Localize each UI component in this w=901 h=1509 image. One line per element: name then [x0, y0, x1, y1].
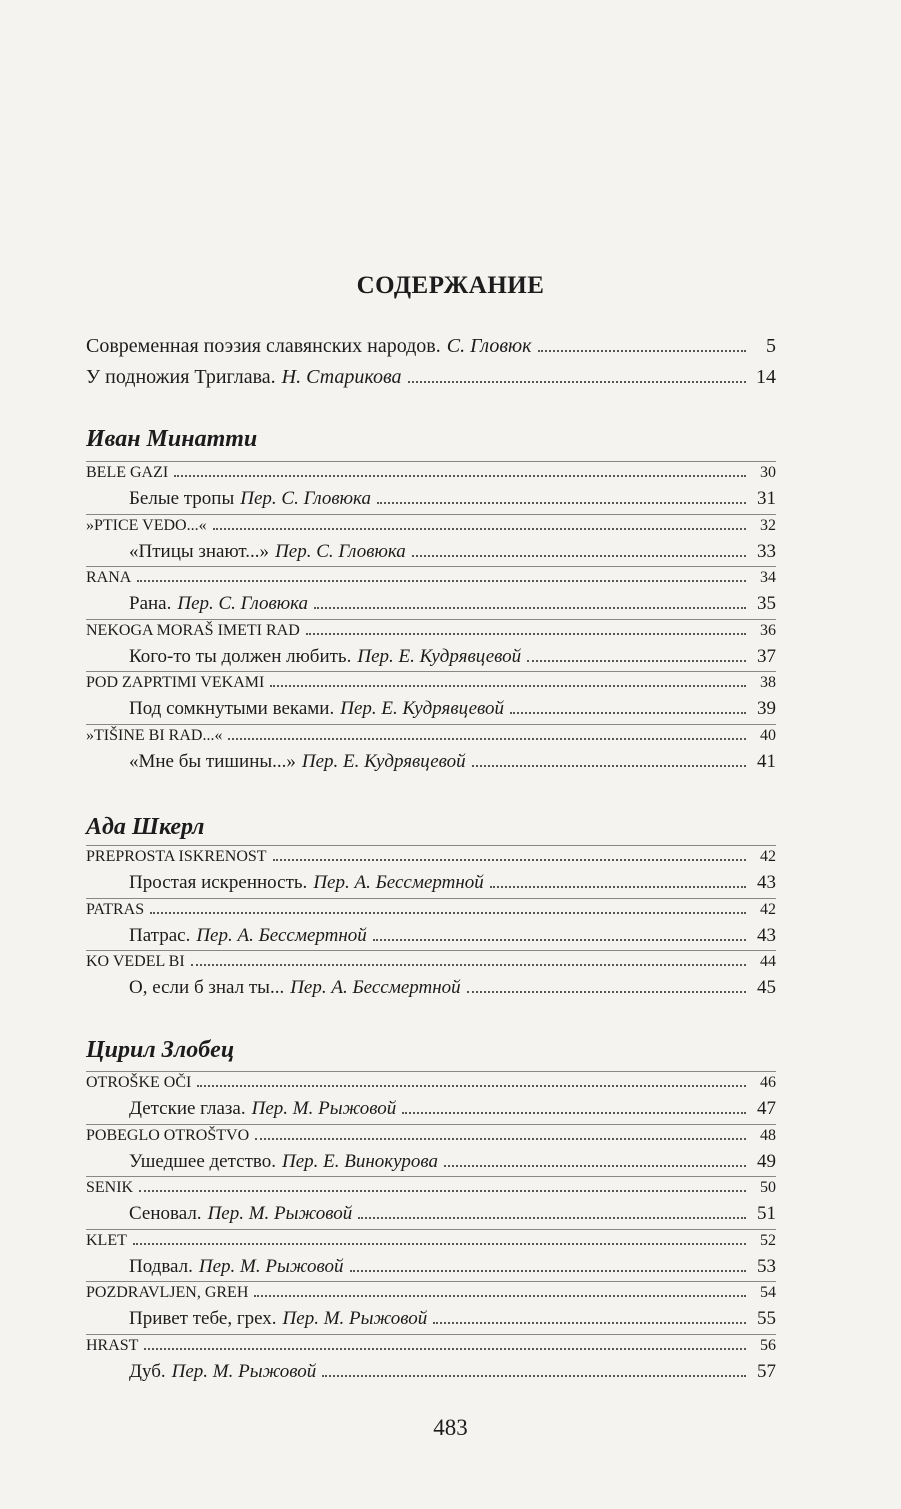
dot-leader [358, 1217, 746, 1219]
entry-title: У подножия Триглава. [86, 366, 276, 388]
translator: Пер. М. Рыжовой [282, 1308, 428, 1329]
translation-title: Подвал. [129, 1255, 193, 1277]
page-ref: 36 [760, 621, 776, 639]
page-ref: 33 [757, 540, 776, 562]
original-title: KO VEDEL BI [86, 953, 185, 970]
translation-title: Ушедшее детство. [129, 1150, 276, 1172]
translation-title: Патрас. [129, 924, 191, 946]
entry-author: Н. Старикова [281, 366, 402, 388]
page-ref: 44 [760, 953, 776, 970]
entry-divider [86, 461, 776, 462]
translation-title: Рана. [129, 593, 172, 614]
page-ref: 32 [760, 516, 776, 534]
page-ref: 38 [760, 674, 776, 691]
dot-leader [270, 685, 746, 687]
entry-divider [86, 845, 776, 846]
toc-original-entry[interactable] [86, 1074, 776, 1096]
entry-title: Современная поэзия славянских народов. [86, 335, 441, 357]
entry-divider [86, 514, 776, 515]
toc-intro-entry[interactable] [86, 366, 776, 392]
original-title: POBEGLO OTROŠTVO [86, 1126, 250, 1144]
entry-divider [86, 671, 776, 672]
translation-title: Под сомкнутыми веками. [129, 698, 335, 719]
page-title: СОДЕРЖАНИЕ [356, 272, 545, 299]
translation-title: Привет тебе, грех. [129, 1308, 277, 1329]
page-ref: 5 [766, 335, 776, 357]
toc-original-entry[interactable] [86, 1179, 776, 1201]
toc-translation-entry[interactable] [86, 872, 776, 896]
toc-translation-entry[interactable] [86, 1361, 776, 1385]
toc-original-entry[interactable] [86, 622, 776, 644]
original-title: »TIŠINE BI RAD...« [86, 726, 223, 744]
entry-divider [86, 619, 776, 620]
translator: Пер. М. Рыжовой [198, 1255, 344, 1277]
toc-original-entry[interactable] [86, 517, 776, 539]
original-title: »PTICE VEDO...« [86, 516, 207, 534]
translation-title: Кого-то ты должен любить. [129, 645, 352, 667]
entry-divider [86, 898, 776, 899]
page-ref: 31 [757, 488, 776, 509]
toc-translation-entry[interactable] [86, 488, 776, 512]
dot-leader [197, 1085, 746, 1087]
entry-divider [86, 1176, 776, 1177]
page-ref: 54 [760, 1284, 776, 1301]
entry-divider [86, 566, 776, 567]
page-ref: 34 [760, 569, 776, 586]
dot-leader [273, 859, 746, 861]
translator: Пер. А. Бессмертной [196, 924, 367, 946]
page-ref: 47 [757, 1098, 776, 1119]
page-ref: 41 [757, 750, 776, 772]
original-title: BELE GAZI [86, 464, 169, 481]
dot-leader [306, 633, 746, 635]
page-ref: 37 [757, 645, 776, 667]
translation-title: «Мне бы тишины...» [129, 750, 296, 772]
dot-leader [373, 939, 746, 941]
dot-leader [133, 1243, 746, 1245]
dot-leader [139, 1190, 746, 1192]
page-ref: 57 [757, 1360, 776, 1382]
page-ref: 50 [760, 1179, 776, 1196]
dot-leader [510, 712, 746, 714]
page-ref: 49 [757, 1150, 776, 1172]
page-ref: 45 [757, 977, 776, 998]
dot-leader [314, 607, 746, 609]
dot-leader [174, 475, 746, 477]
translator: Пер. Е. Кудрявцевой [340, 698, 505, 719]
dot-leader [444, 1165, 746, 1167]
dot-leader [408, 381, 746, 383]
toc-original-entry[interactable] [86, 953, 776, 975]
page-ref: 30 [760, 464, 776, 481]
translator: Пер. А. Бессмертной [290, 977, 461, 998]
original-title: POD ZAPRTIMI VEKAMI [86, 674, 265, 691]
toc-original-entry[interactable] [86, 901, 776, 923]
toc-original-entry[interactable] [86, 674, 776, 696]
toc-translation-entry[interactable] [86, 646, 776, 670]
original-title: OTROŠKE OČI [86, 1074, 192, 1091]
page-ref: 53 [757, 1255, 776, 1277]
toc-translation-entry[interactable] [86, 925, 776, 949]
toc-translation-entry[interactable] [86, 977, 776, 1001]
dot-leader [150, 912, 746, 914]
dot-leader [228, 738, 746, 740]
original-title: HRAST [86, 1336, 139, 1354]
page-ref: 51 [757, 1203, 776, 1224]
toc-original-entry[interactable] [86, 1284, 776, 1306]
translation-title: Белые тропы [129, 488, 235, 509]
entry-divider [86, 950, 776, 951]
dot-leader [433, 1322, 746, 1324]
page-ref: 42 [760, 900, 776, 918]
original-title: KLET [86, 1231, 127, 1249]
toc-translation-entry[interactable] [86, 751, 776, 775]
translator: Пер. Е. Винокурова [281, 1150, 438, 1172]
translation-title: Детские глаза. [129, 1098, 246, 1119]
dot-leader [412, 555, 746, 557]
toc-translation-entry[interactable] [86, 1308, 776, 1332]
original-title: SENIK [86, 1179, 134, 1196]
dot-leader [144, 1348, 746, 1350]
dot-leader [467, 991, 746, 993]
page-ref: 56 [760, 1336, 776, 1354]
entry-divider [86, 1229, 776, 1230]
page-ref: 43 [757, 872, 776, 893]
dot-leader [137, 580, 746, 582]
toc-original-entry[interactable] [86, 1337, 776, 1359]
translator: Пер. С. Гловюка [240, 488, 371, 509]
toc-translation-entry[interactable] [86, 541, 776, 565]
translator: Пер. М. Рыжовой [207, 1203, 353, 1224]
dot-leader [322, 1375, 746, 1377]
page-ref: 55 [757, 1308, 776, 1329]
entry-author: С. Гловюк [446, 335, 532, 357]
entry-divider [86, 1334, 776, 1335]
translation-title: Простая искренность. [129, 872, 308, 893]
dot-leader [254, 1295, 746, 1297]
toc-translation-entry[interactable] [86, 1203, 776, 1227]
translation-title: «Птицы знают...» [129, 540, 270, 562]
toc-translation-entry[interactable] [86, 593, 776, 617]
translation-title: Сеновал. [129, 1203, 202, 1224]
dot-leader [377, 502, 746, 504]
section-author: Иван Минатти [86, 426, 258, 452]
toc-original-entry[interactable] [86, 848, 776, 870]
section-author: Ада Шкерл [86, 814, 205, 840]
toc-intro-entry[interactable] [86, 335, 776, 361]
dot-leader [472, 765, 746, 767]
original-title: PREPROSTA ISKRENOST [86, 848, 267, 865]
original-title: PATRAS [86, 900, 145, 918]
translation-title: Дуб. [129, 1360, 166, 1382]
page-ref: 43 [757, 924, 776, 946]
page-number: 483 [433, 1415, 468, 1440]
translator: Пер. С. Гловюка [275, 540, 406, 562]
page-ref: 48 [760, 1126, 776, 1144]
toc-original-entry[interactable] [86, 569, 776, 591]
dot-leader [538, 350, 746, 352]
original-title: POZDRAVLJEN, GREH [86, 1284, 249, 1301]
translator: Пер. С. Гловюка [177, 593, 309, 614]
page-ref: 40 [760, 726, 776, 744]
dot-leader [490, 886, 746, 888]
page-ref: 14 [756, 366, 776, 388]
translator: Пер. Е. Кудрявцевой [301, 750, 466, 772]
original-title: NEKOGA MORAŠ IMETI RAD [86, 621, 300, 639]
toc-translation-entry[interactable] [86, 1151, 776, 1175]
translator: Пер. А. Бессмертной [313, 872, 484, 893]
entry-divider [86, 1124, 776, 1125]
dot-leader [527, 660, 746, 662]
toc-original-entry[interactable] [86, 727, 776, 749]
page-ref: 46 [760, 1074, 776, 1091]
toc-original-entry[interactable] [86, 464, 776, 486]
entry-divider [86, 1281, 776, 1282]
dot-leader [191, 964, 746, 966]
original-title: RANA [86, 569, 132, 586]
entry-divider [86, 724, 776, 725]
dot-leader [350, 1270, 746, 1272]
toc-original-entry[interactable] [86, 1127, 776, 1149]
page-ref: 39 [757, 698, 776, 719]
section-author: Цирил Злобец [86, 1037, 235, 1063]
entry-divider [86, 1071, 776, 1072]
page-ref: 42 [760, 848, 776, 865]
toc-original-entry[interactable] [86, 1232, 776, 1254]
dot-leader [213, 528, 746, 530]
toc-translation-entry[interactable] [86, 698, 776, 722]
dot-leader [255, 1138, 746, 1140]
toc-translation-entry[interactable] [86, 1256, 776, 1280]
translator: Пер. М. Рыжовой [251, 1098, 397, 1119]
dot-leader [402, 1112, 746, 1114]
page-ref: 52 [760, 1231, 776, 1249]
translator: Пер. Е. Кудрявцевой [357, 645, 522, 667]
page-ref: 35 [757, 593, 776, 614]
toc-translation-entry[interactable] [86, 1098, 776, 1122]
translation-title: О, если б знал ты... [129, 977, 285, 998]
translator: Пер. М. Рыжовой [171, 1360, 317, 1382]
